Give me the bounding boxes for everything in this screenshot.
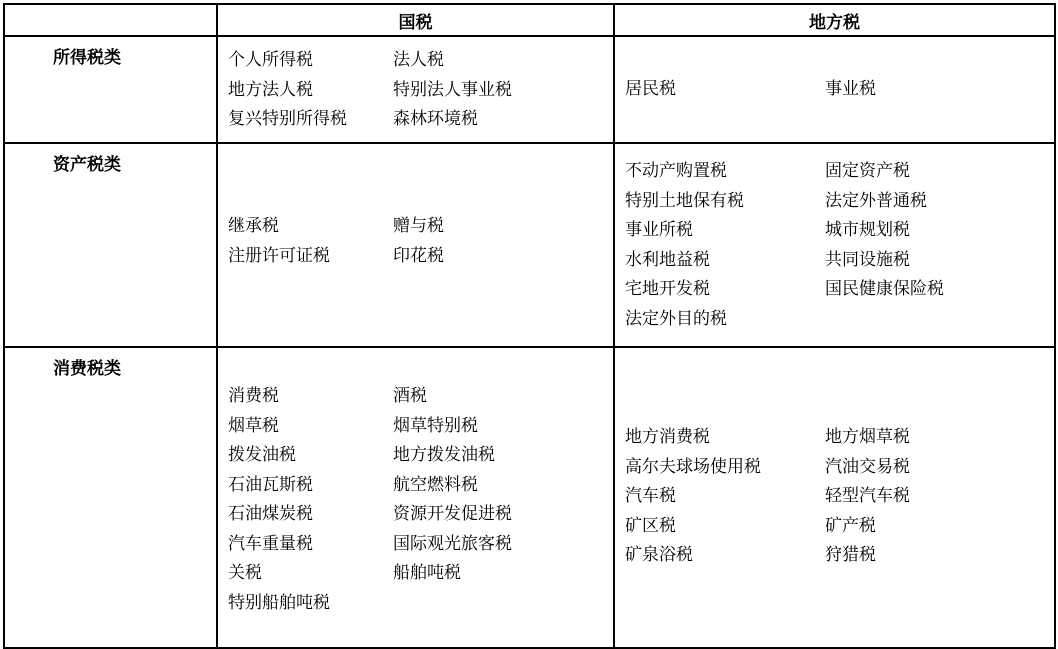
income-local-cell: [614, 36, 1055, 143]
tax-item: 矿泉浴税: [625, 545, 693, 565]
category-income: 所得税类: [4, 36, 217, 143]
tax-item: 赠与税: [393, 216, 444, 236]
tax-item: 矿区税: [625, 515, 676, 536]
tax-item: 船舶吨税: [393, 563, 461, 583]
tax-item: 法定外普通税: [825, 190, 927, 211]
income-national-cell: [217, 36, 614, 143]
tax-item: 拨发油税: [228, 445, 296, 465]
tax-item: 地方烟草税: [825, 427, 910, 447]
category-assets: 资产税类: [4, 143, 217, 347]
tax-item: 居民税: [625, 79, 676, 99]
consumption-national-cell: [217, 347, 614, 648]
tax-item: 狩猎税: [825, 545, 876, 565]
tax-item: 个人所得税: [228, 50, 313, 70]
tax-item: 消费税: [228, 386, 279, 406]
tax-classification-table: [3, 3, 1056, 649]
tax-item: 轻型汽车税: [825, 486, 910, 506]
tax-item: 矿产税: [825, 515, 876, 536]
tax-item: 地方消费税: [625, 427, 710, 447]
tax-item: 水利地益税: [625, 249, 710, 270]
tax-item: 国际观光旅客税: [393, 533, 512, 554]
tax-item: 汽油交易税: [825, 456, 910, 477]
tax-item: 烟草特别税: [393, 415, 478, 436]
tax-item: 特别法人事业税: [393, 79, 512, 100]
tax-item: 烟草税: [228, 415, 279, 436]
tax-item: 宅地开发税: [625, 279, 710, 299]
tax-item: 石油煤炭税: [228, 504, 313, 524]
tax-item: 关税: [228, 563, 262, 583]
tax-item: 石油瓦斯税: [228, 474, 313, 495]
table-row-income: [4, 36, 1055, 143]
tax-item: 高尔夫球场使用税: [625, 456, 761, 477]
tax-item: 固定资产税: [825, 161, 910, 181]
tax-item: 汽车重量税: [228, 533, 313, 554]
tax-item: 特别船舶吨税: [228, 592, 330, 613]
corner-header: [4, 4, 217, 36]
assets-local-cell: [614, 143, 1055, 347]
tax-item: 城市规划税: [825, 220, 910, 240]
consumption-local-cell: [614, 347, 1055, 648]
tax-item: 航空燃料税: [393, 474, 478, 495]
tax-item: 共同设施税: [825, 249, 910, 270]
assets-national-cell: [217, 143, 614, 347]
table-row-assets: [4, 143, 1055, 347]
table-row-consumption: [4, 347, 1055, 648]
tax-item: 复兴特别所得税: [228, 109, 347, 129]
tax-item: 注册许可证税: [228, 245, 330, 266]
tax-item: 事业所税: [625, 220, 693, 240]
local-tax-header: 地方税: [614, 4, 1055, 36]
category-consumption: 消费税类: [4, 347, 217, 648]
header-row: [4, 4, 1055, 36]
tax-item: 酒税: [393, 386, 427, 406]
tax-item: 汽车税: [625, 486, 676, 506]
tax-item: 地方法人税: [228, 79, 313, 100]
tax-item: 事业税: [825, 79, 876, 99]
tax-item: 森林环境税: [393, 109, 478, 129]
tax-item: 国民健康保险税: [825, 279, 944, 299]
tax-item: 地方拨发油税: [393, 445, 495, 465]
tax-item: 法人税: [393, 50, 444, 70]
tax-item: 印花税: [393, 245, 444, 266]
national-tax-header: 国税: [217, 4, 614, 36]
tax-item: 继承税: [228, 216, 279, 236]
tax-item: 法定外目的税: [625, 308, 727, 329]
tax-item: 特别土地保有税: [625, 190, 744, 211]
tax-item: 不动产购置税: [625, 161, 727, 181]
tax-item: 资源开发促进税: [393, 504, 512, 524]
